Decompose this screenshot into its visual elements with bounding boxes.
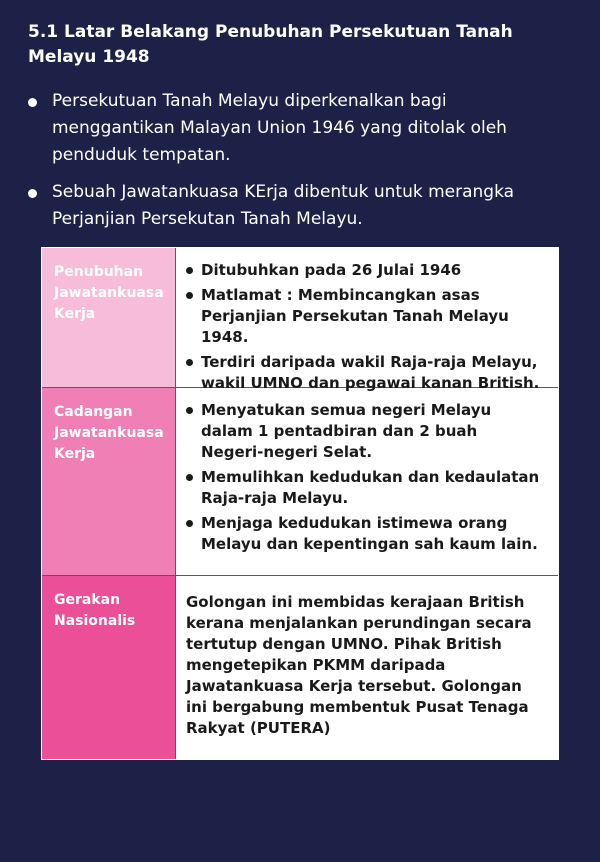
list-item-text: Menyatukan semua negeri Melayu dalam 1 pentadbiran dan 2 buah Negeri-negeri Selat. [201,401,492,461]
list-item [186,467,544,509]
row-label: Penubuhan Jawatankuasa Kerja [42,248,176,387]
list-item-text: Memulihkan kedudukan dan kedaulatan Raja-raja Melayu. [201,468,540,507]
bullet-icon [186,407,193,414]
bullet-icon [186,292,193,299]
table-row [42,248,558,392]
list-item [186,285,544,348]
row-label: Cadangan Jawatankuasa Kerja [42,388,176,575]
info-table [41,247,559,760]
table-row [42,388,558,576]
bullet-icon [28,98,37,107]
row-content [176,576,558,759]
list-item-text: Terdiri daripada wakil Raja-raja Melayu, wakil UMNO dan pegawai kanan British. [201,353,540,392]
intro-bullet-text: Sebuah Jawatankuasa KErja dibentuk untuk merangka Perjanjian Persekutan Tanah Melayu. [52,182,515,229]
row-label: Gerakan Nasionalis [42,576,176,759]
list-item [186,400,544,463]
list-item-text: Matlamat : Membincangkan asas Perjanjian Persekutan Tanah Melayu 1948. [201,286,509,346]
intro-bullet [28,88,568,169]
intro-bullet [28,179,568,233]
row-paragraph: Golongan ini membidas kerajaan British kerana menjalankan perundingan secara tertutup dengan UMNO. Pihak British mengetepikan PKMM daripada Jawatankuasa Kerja tersebut. Golongan ini bergabung membentuk Pusat Tenaga Rakyat (PUTERA) [186,593,532,737]
list-item-text: Menjaga kedudukan istimewa orang Melayu dan kepentingan sah kaum lain. [201,514,538,553]
row-content [176,388,558,575]
table-row [42,576,558,759]
bullet-icon [186,520,193,527]
list-item-text: Ditubuhkan pada 26 Julai 1946 [201,261,462,279]
list-item [186,260,544,281]
bullet-icon [28,189,37,198]
bullet-icon [186,359,193,366]
row-content [176,248,558,392]
bullet-icon [186,267,193,274]
section-title: 5.1 Latar Belakang Penubuhan Persekutuan Tanah Melayu 1948 [28,22,513,67]
list-item [186,513,544,555]
list-item [186,352,544,394]
bullet-icon [186,474,193,481]
intro-bullet-text: Persekutuan Tanah Melayu diperkenalkan bagi menggantikan Malayan Union 1946 yang ditolak oleh penduduk tempatan. [52,91,507,165]
intro-bullet-list [28,88,568,243]
